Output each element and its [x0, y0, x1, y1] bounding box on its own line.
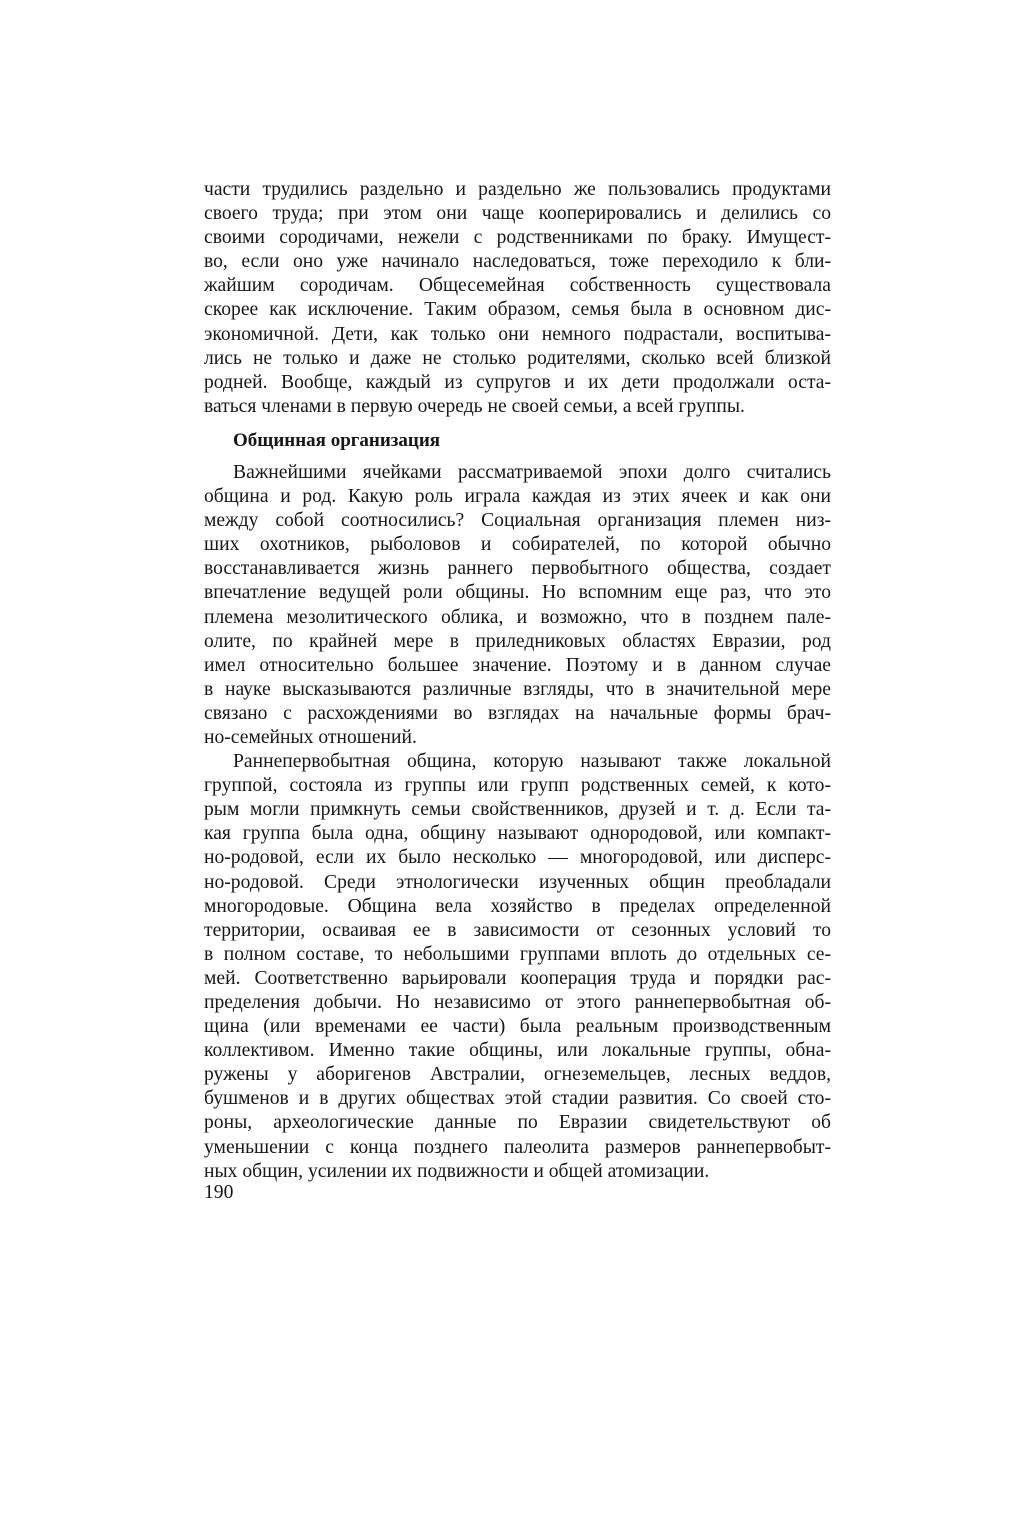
paragraph-2-line: община и род. Какую роль играла каждая из этих ячеек и как они — [204, 486, 831, 508]
paragraph-2-line: Важнейшими ячейками рассматриваемой эпохи долго считались — [233, 461, 831, 483]
paragraph-2-line: между собой соотносились? Социальная организация племен низ- — [204, 510, 831, 532]
paragraph-3-line: Раннепервобытная община, которую называют также локальной — [233, 751, 831, 773]
page-number: 190 — [204, 1182, 234, 1203]
paragraph-2-line: ших охотников, рыболовов и собирателей, по которой обычно — [204, 534, 831, 556]
paragraph-1-line: скорее как исключение. Таким образом, семья была в основном дис- — [204, 299, 831, 321]
paragraph-2-line: но-семейных отношений. — [204, 726, 417, 748]
paragraph-3-line: но-родовой, если их было несколько — многородовой, или дисперс- — [204, 847, 831, 869]
paragraph-1-line: экономичной. Дети, как только они немного подрастали, воспитыва- — [204, 323, 831, 345]
paragraph-2-line: впечатление ведущей роли общины. Но вспомним еще раз, что это — [204, 582, 831, 604]
paragraph-1-line: своими сородичами, нежели с родственниками по браку. Имущест- — [204, 227, 831, 249]
paragraph-1-line: лись не только и даже не столько родителями, сколько всей близкой — [204, 347, 831, 369]
paragraph-3-line: коллективом. Именно такие общины, или локальные группы, обна- — [204, 1040, 831, 1062]
paragraph-1-line: ваться членами в первую очередь не своей семьи, а всей группы. — [204, 395, 745, 417]
paragraph-3-line: щина (или временами ее части) была реальным производственным — [204, 1016, 831, 1038]
paragraph-2-line: связано с расхождениями во взглядах на начальные формы брач- — [204, 702, 831, 724]
paragraph-3-line: в полном составе, то небольшими группами вплоть до отдельных се- — [204, 943, 831, 965]
paragraph-3-line: роны, археологические данные по Евразии свидетельствуют об — [204, 1112, 831, 1134]
body-text — [204, 178, 831, 1184]
paragraph-1-line: своего труда; при этом они чаще кооперировались и делились со — [204, 203, 831, 225]
paragraph-2-line: имел относительно большее значение. Поэтому и в данном случае — [204, 654, 831, 676]
paragraph-3-line: мей. Соответственно варьировали кооперация труда и порядки рас- — [204, 967, 831, 989]
paragraph-3-line: бушменов и в других обществах этой стадии развития. Со своей сто- — [204, 1088, 831, 1110]
paragraph-2-line: в науке высказываются различные взгляды, что в значительной мере — [204, 678, 831, 700]
paragraph-3-line: пределения добычи. Но независимо от этого раннепервобытная об- — [204, 992, 831, 1013]
paragraph-3-line: уменьшении с конца позднего палеолита размеров раннепервобыт- — [204, 1136, 831, 1158]
paragraph-3-line: группой, состояла из группы или групп родственных семей, к кото- — [204, 775, 831, 797]
paragraph-2-line: олите, по крайней мере в приледниковых областях Евразии, род — [204, 630, 831, 652]
paragraph-3-line: но-родовой. Среди этнологически изученных общин преобладали — [204, 871, 831, 893]
paragraph-3-line: рым могли примкнуть семьи свойственников, друзей и т. д. Если та- — [204, 799, 831, 821]
paragraph-3-line: многородовые. Община вела хозяйство в пределах определенной — [204, 895, 831, 917]
paragraph-1-line: части трудились раздельно и раздельно же пользовались продуктами — [204, 179, 831, 200]
paragraph-1-line: родней. Вообще, каждый из супругов и их дети продолжали оста- — [204, 371, 831, 393]
section-heading: Общинная организация — [233, 429, 441, 451]
paragraph-3-line: кая группа была одна, общину называют однородовой, или компакт- — [204, 823, 831, 845]
paragraph-3-line: ных общин, усилении их подвижности и общей атомизации. — [204, 1160, 710, 1182]
paragraph-1-line: жайшим сородичам. Общесемейная собственность существовала — [204, 275, 831, 297]
paragraph-2-line: восстанавливается жизнь раннего первобытного общества, создает — [204, 558, 831, 580]
paragraph-2-line: племена мезолитического облика, и возможно, что в позднем пале- — [204, 606, 831, 628]
paragraph-3-line: территории, осваивая ее в зависимости от сезонных условий то — [204, 919, 831, 941]
paragraph-3-line: ружены у аборигенов Австралии, огнеземельцев, лесных веддов, — [204, 1064, 831, 1086]
paragraph-1-line: во, если оно уже начинало наследоваться, тоже переходило к бли- — [204, 251, 831, 273]
